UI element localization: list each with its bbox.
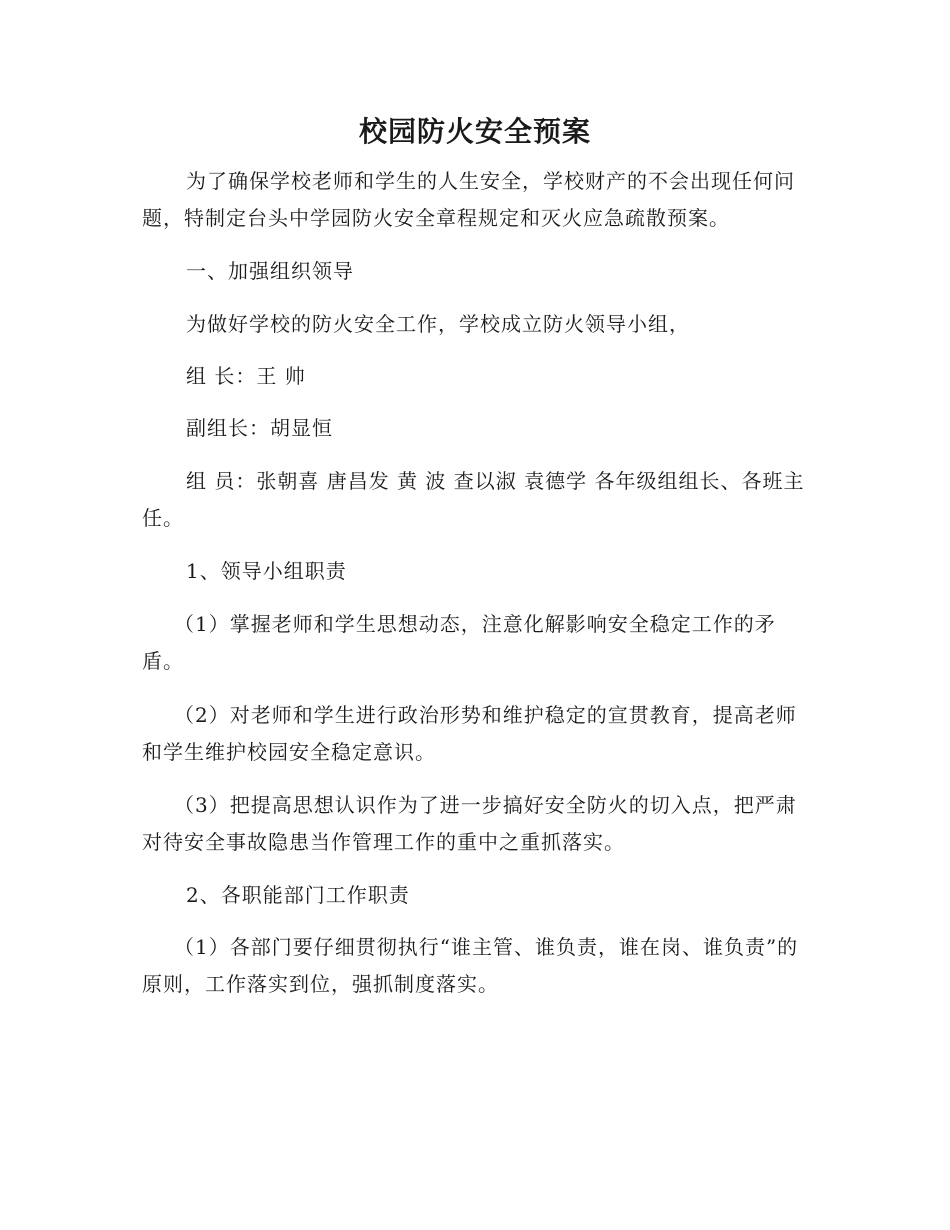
document-title: 校园防火安全预案 [358, 115, 591, 148]
paragraph-department-duty-1: （1）各部门要仔细贯彻执行“谁主管、谁负责，谁在岗、谁负责”的原则，工作落实到位，强抓制度落实。 [142, 935, 799, 996]
paragraph-duty-1: （1）掌握老师和学生思想动态，注意化解影响安全稳定工作的矛盾。 [142, 612, 776, 673]
section-heading-organization: 一、加强组织领导 [186, 259, 354, 283]
paragraph-deputy-leader: 副组长：胡显恒 [186, 416, 333, 440]
paragraph-intro: 为了确保学校老师和学生的人生安全，学校财产的不会出现任何问题，特制定台头中学园防火安全章程规定和灭火应急疏散预案。 [142, 169, 795, 230]
paragraph-group-leader: 组 长：王 帅 [186, 364, 306, 388]
paragraph-duty-2: （2）对老师和学生进行政治形势和维护稳定的宣贯教育，提高老师和学生维护校园安全稳定意识。 [142, 703, 797, 764]
paragraph-group-members: 组 员：张朝喜 唐昌发 黄 波 查以淑 袁德学 各年级组组长、各班主任。 [142, 469, 805, 530]
paragraph-group-setup: 为做好学校的防火安全工作，学校成立防火领导小组， [186, 312, 690, 336]
section-heading-leader-duties: 1、领导小组职责 [186, 559, 347, 583]
section-heading-department-duties: 2、各职能部门工作职责 [186, 883, 410, 907]
paragraph-duty-3: （3）把提高思想认识作为了进一步搞好安全防火的切入点，把严肃对待安全事故隐患当作管理工作的重中之重抓落实。 [142, 793, 797, 854]
